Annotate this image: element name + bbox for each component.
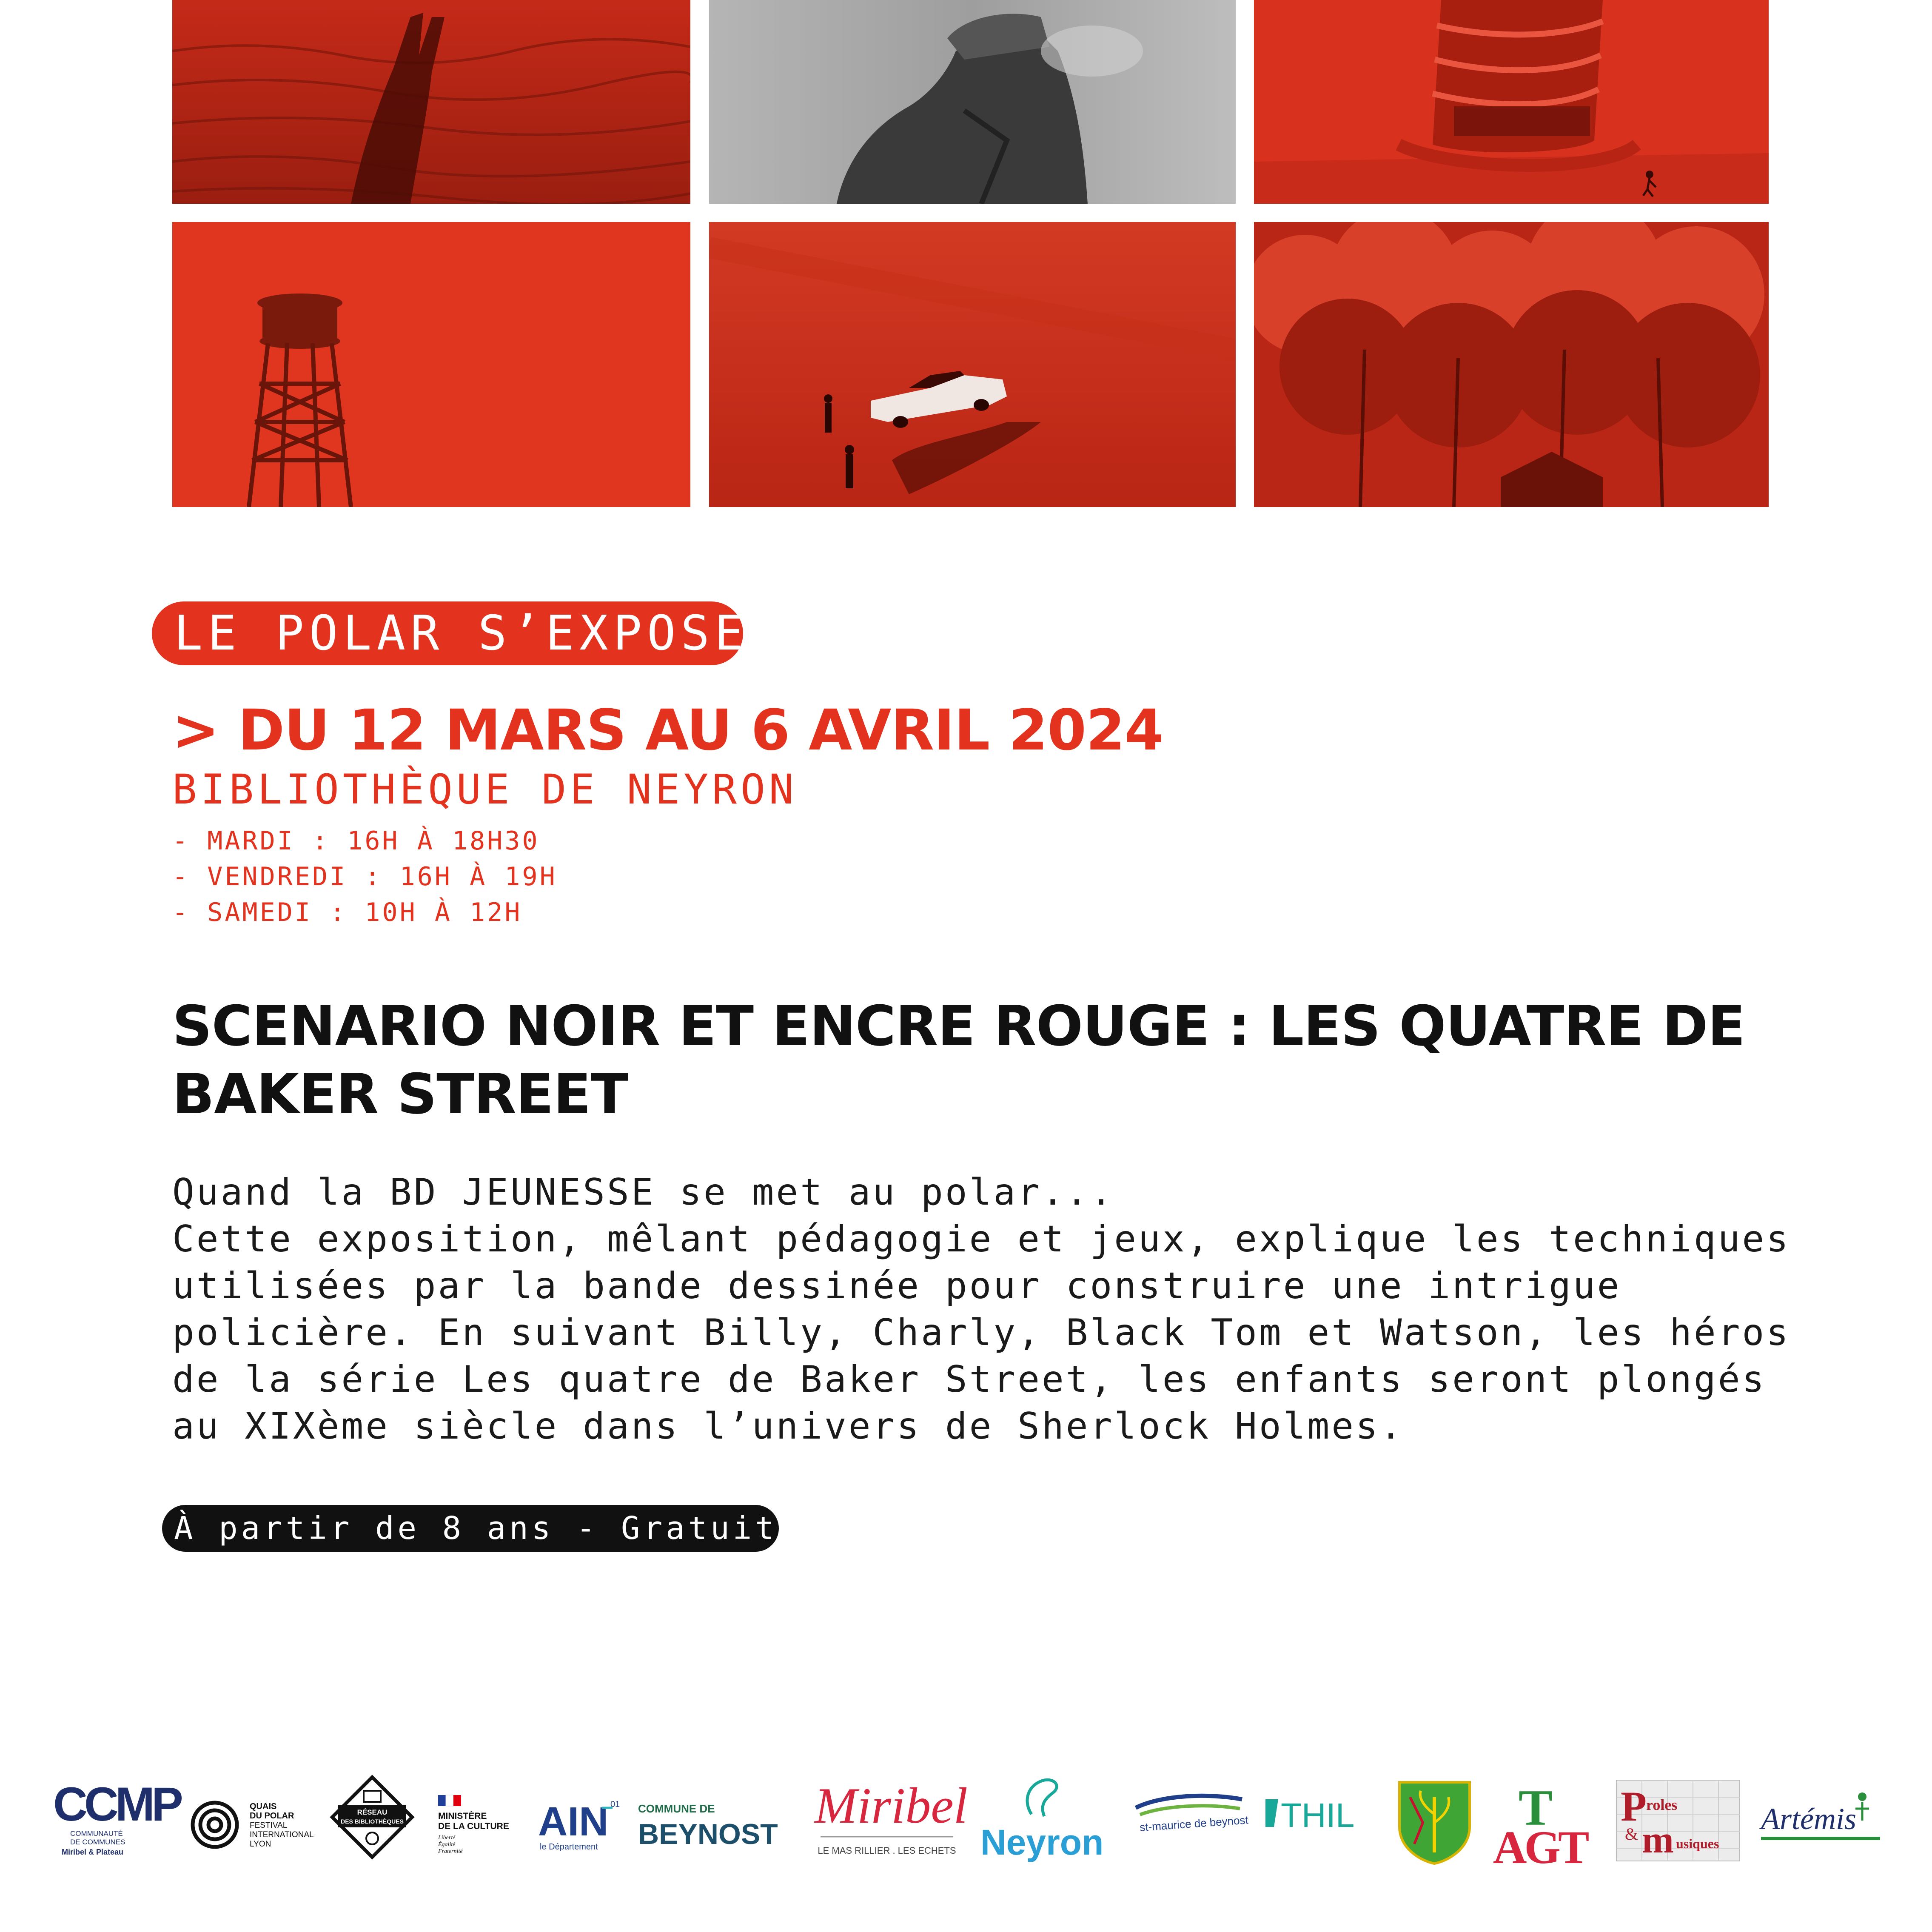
thil-name: THIL: [1281, 1796, 1355, 1834]
logo-ain-departement: [538, 1795, 623, 1855]
logo-ministere-culture: [438, 1795, 523, 1863]
beynost-small: COMMUNE DE: [638, 1802, 715, 1815]
photo-water-tower: [172, 222, 690, 507]
min-l4: Égalité: [438, 1841, 456, 1848]
reseau-l1: RÉSEAU: [357, 1808, 388, 1816]
min-l1: MINISTÈRE: [438, 1811, 487, 1821]
qdp-l2: DU POLAR: [250, 1811, 294, 1821]
logo-miribel: [815, 1774, 968, 1863]
min-l3: Liberté: [438, 1835, 456, 1841]
pm-l2: usiques: [1676, 1836, 1719, 1851]
logo-quais-du-polar: [189, 1797, 330, 1852]
photo-man-in-trench-coat: [709, 0, 1236, 204]
min-l5: Fraternité: [438, 1848, 463, 1855]
ccmp-line3: Miribel & Plateau: [62, 1848, 124, 1856]
exhibition-description: [172, 1169, 1789, 1450]
svg-text:m: m: [1642, 1819, 1674, 1861]
logo-ccmp: [53, 1774, 180, 1863]
logo-paroles-et-musiques: [1616, 1780, 1740, 1861]
logo-coat-of-arms: [1397, 1780, 1472, 1865]
ccmp-line1: COMMUNAUTÉ: [70, 1829, 123, 1838]
neyron-name: Neyron: [980, 1822, 1104, 1862]
event-dates: > DU 12 MARS AU 6 AVRIL 2024: [172, 698, 1163, 763]
ccmp-mark: CCMP: [53, 1778, 180, 1831]
hours-line: - VENDREDI : 16H À 19H: [172, 862, 557, 892]
event-venue: BIBLIOTHÈQUE DE NEYRON: [172, 766, 798, 813]
qdp-l1: QUAIS: [250, 1802, 277, 1811]
title-line: SCENARIO NOIR ET ENCRE ROUGE : LES QUATRE DE: [172, 994, 1745, 1058]
ccmp-line2: DE COMMUNES: [70, 1838, 125, 1846]
min-l2: DE LA CULTURE: [438, 1821, 509, 1831]
artemis-name: Artémis: [1761, 1802, 1856, 1836]
description-line: de la série Les quatre de Baker Street, les enfants seront plongés: [172, 1358, 1767, 1401]
hours-line: - MARDI : 16H À 18H30: [172, 826, 540, 856]
agt-l2: AGT: [1493, 1821, 1587, 1873]
logo-agt: [1493, 1778, 1587, 1873]
agt-l1: T: [1519, 1779, 1553, 1836]
photo-forest-with-house: [1254, 222, 1769, 507]
ain-sub: le Département: [540, 1842, 598, 1852]
hours-line: - SAMEDI : 10H À 12H: [172, 898, 522, 927]
description-line: au XIXème siècle dans l’univers de Sherlock Holmes.: [172, 1405, 1404, 1448]
logo-artemis: [1761, 1787, 1884, 1855]
logo-neyron: [980, 1776, 1104, 1865]
qdp-l3: FESTIVAL: [250, 1821, 288, 1830]
exhibition-badge: LE POLAR S’EXPOSE: [152, 601, 743, 665]
beynost-name: BEYNOST: [638, 1818, 778, 1850]
photo-car-in-desert-with-figures: [709, 222, 1236, 507]
photo-spiral-building-with-runner: [1254, 0, 1769, 204]
svg-text:P: P: [1621, 1783, 1647, 1830]
pm-l1: roles: [1646, 1796, 1678, 1813]
qdp-l4: INTERNATIONAL: [250, 1830, 314, 1839]
ain-code: 01: [610, 1800, 620, 1809]
qdp-l5: LYON: [250, 1840, 271, 1849]
miribel-name: Miribel: [815, 1777, 968, 1834]
opening-hours: [172, 823, 557, 930]
logo-thil: [1265, 1791, 1368, 1838]
logo-st-maurice-de-beynost: [1131, 1787, 1249, 1842]
audience-badge: À partir de 8 ans - Gratuit: [162, 1505, 779, 1552]
miribel-sub: LE MAS RILLIER . LES ECHETS: [818, 1845, 956, 1856]
reseau-l2: DES BIBLIOTHÈQUES: [341, 1818, 404, 1825]
exhibition-title: [172, 992, 1831, 1128]
description-line: utilisées par la bande dessinée pour construire une intrigue: [172, 1265, 1621, 1307]
photo-hand-rising-from-water: [172, 0, 690, 204]
description-line: Cette exposition, mêlant pédagogie et jeux, explique les techniques: [172, 1218, 1791, 1260]
description-line: policière. En suivant Billy, Charly, Black Tom et Watson, les héros: [172, 1311, 1791, 1354]
ain-name: AIN: [538, 1799, 609, 1844]
description-line: Quand la BD JEUNESSE se met au polar...: [172, 1171, 1114, 1214]
logo-reseau-bibliotheques: [330, 1775, 415, 1860]
logo-beynost: [638, 1801, 791, 1857]
svg-text:&: &: [1625, 1824, 1638, 1844]
title-line: BAKER STREET: [172, 1062, 628, 1126]
st-maurice-name: st-maurice de beynost: [1139, 1813, 1249, 1834]
